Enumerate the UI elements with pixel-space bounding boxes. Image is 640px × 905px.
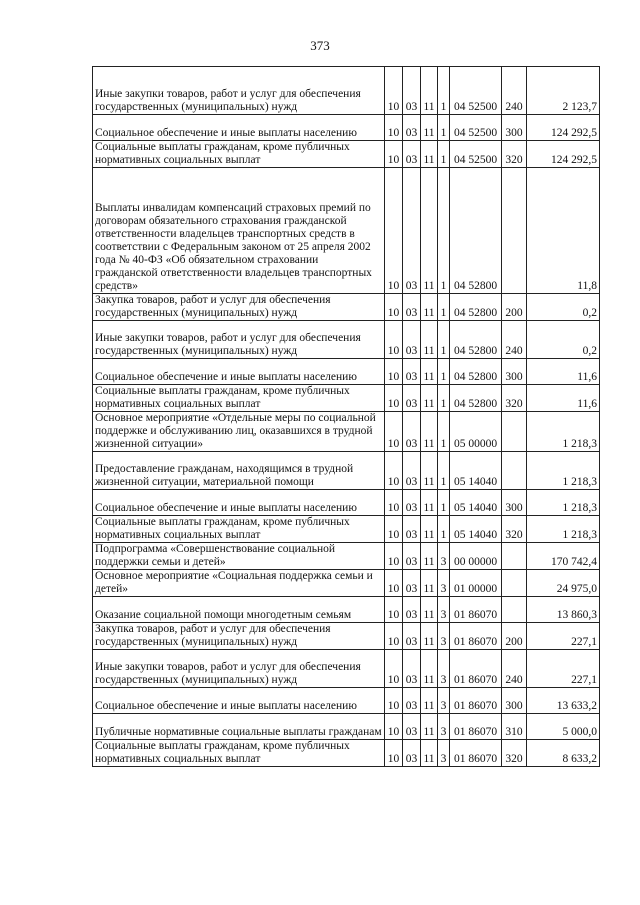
subsection-code: 03	[403, 115, 421, 141]
row-description: Закупка товаров, работ и услуг для обеспечения государственных (муниципальных) нужд	[93, 294, 385, 321]
section-code: 10	[385, 490, 403, 516]
row-description: Публичные нормативные социальные выплаты гражданам	[93, 714, 385, 740]
amount: 0,2	[527, 294, 600, 321]
subprogram-code: 3	[438, 688, 450, 714]
expense-type-code: 300	[502, 688, 527, 714]
amount: 24 975,0	[527, 570, 600, 597]
subsection-code: 03	[403, 141, 421, 168]
section-code: 10	[385, 597, 403, 623]
target-article-code: 05 14040	[450, 516, 502, 543]
expense-type-code	[502, 168, 527, 294]
section-code: 10	[385, 688, 403, 714]
subsection-code: 03	[403, 385, 421, 412]
program-code: 11	[421, 141, 438, 168]
expense-type-code: 300	[502, 359, 527, 385]
program-code: 11	[421, 115, 438, 141]
subsection-code: 03	[403, 714, 421, 740]
row-description: Закупка товаров, работ и услуг для обеспечения государственных (муниципальных) нужд	[93, 623, 385, 650]
program-code: 11	[421, 490, 438, 516]
table-row	[93, 385, 600, 412]
section-code: 10	[385, 570, 403, 597]
subsection-code: 03	[403, 570, 421, 597]
subprogram-code: 3	[438, 714, 450, 740]
subprogram-code: 1	[438, 294, 450, 321]
amount: 13 633,2	[527, 688, 600, 714]
table-row	[93, 650, 600, 688]
table-row	[93, 490, 600, 516]
subprogram-code: 3	[438, 597, 450, 623]
amount: 1 218,3	[527, 516, 600, 543]
expense-type-code: 200	[502, 623, 527, 650]
table-row	[93, 570, 600, 597]
amount: 2 123,7	[527, 67, 600, 115]
program-code: 11	[421, 623, 438, 650]
section-code: 10	[385, 650, 403, 688]
subprogram-code: 1	[438, 168, 450, 294]
program-code: 11	[421, 385, 438, 412]
table-row	[93, 412, 600, 452]
program-code: 11	[421, 740, 438, 767]
row-description: Социальные выплаты гражданам, кроме публичных нормативных социальных выплат	[93, 141, 385, 168]
subprogram-code: 1	[438, 141, 450, 168]
amount: 1 218,3	[527, 412, 600, 452]
program-code: 11	[421, 412, 438, 452]
row-description: Социальное обеспечение и иные выплаты населению	[93, 688, 385, 714]
section-code: 10	[385, 141, 403, 168]
subprogram-code: 1	[438, 359, 450, 385]
section-code: 10	[385, 115, 403, 141]
subsection-code: 03	[403, 294, 421, 321]
table-row	[93, 623, 600, 650]
table-body	[93, 67, 600, 767]
table-row	[93, 141, 600, 168]
row-description: Социальное обеспечение и иные выплаты населению	[93, 490, 385, 516]
subsection-code: 03	[403, 452, 421, 490]
subsection-code: 03	[403, 597, 421, 623]
amount: 0,2	[527, 321, 600, 359]
subsection-code: 03	[403, 650, 421, 688]
section-code: 10	[385, 452, 403, 490]
expense-type-code: 240	[502, 321, 527, 359]
expense-type-code	[502, 452, 527, 490]
amount: 8 633,2	[527, 740, 600, 767]
program-code: 11	[421, 168, 438, 294]
amount: 227,1	[527, 623, 600, 650]
table-row	[93, 294, 600, 321]
program-code: 11	[421, 688, 438, 714]
expense-type-code	[502, 570, 527, 597]
program-code: 11	[421, 321, 438, 359]
target-article-code: 04 52800	[450, 321, 502, 359]
target-article-code: 01 86070	[450, 650, 502, 688]
program-code: 11	[421, 650, 438, 688]
subprogram-code: 3	[438, 543, 450, 570]
table-row	[93, 321, 600, 359]
subprogram-code: 3	[438, 570, 450, 597]
target-article-code: 04 52500	[450, 141, 502, 168]
table-row	[93, 168, 600, 294]
subsection-code: 03	[403, 412, 421, 452]
row-description: Подпрограмма «Совершенствование социальной поддержки семьи и детей»	[93, 543, 385, 570]
subsection-code: 03	[403, 321, 421, 359]
target-article-code: 01 86070	[450, 597, 502, 623]
amount: 13 860,3	[527, 597, 600, 623]
subprogram-code: 1	[438, 321, 450, 359]
row-description: Основное мероприятие «Отдельные меры по социальной поддержке и обслуживанию лиц, оказавшихся в трудной жизненной ситуации»	[93, 412, 385, 452]
row-description: Выплаты инвалидам компенсаций страховых премий по договорам обязательного страхования гражданской ответственности владельцев транспортных средств в соответствии с Федеральным законом от 25 апреля 2002 года № 40-ФЗ «Об обязательном страховании гражданской ответственности владельцев транспортных средств»	[93, 168, 385, 294]
expense-type-code: 240	[502, 67, 527, 115]
section-code: 10	[385, 543, 403, 570]
expense-type-code: 320	[502, 516, 527, 543]
row-description: Социальное обеспечение и иные выплаты населению	[93, 359, 385, 385]
target-article-code: 04 52500	[450, 115, 502, 141]
expense-type-code	[502, 412, 527, 452]
table-row	[93, 740, 600, 767]
expense-type-code: 300	[502, 115, 527, 141]
subprogram-code: 1	[438, 452, 450, 490]
subsection-code: 03	[403, 67, 421, 115]
program-code: 11	[421, 714, 438, 740]
section-code: 10	[385, 294, 403, 321]
program-code: 11	[421, 570, 438, 597]
section-code: 10	[385, 67, 403, 115]
section-code: 10	[385, 412, 403, 452]
table-row	[93, 714, 600, 740]
table-row	[93, 516, 600, 543]
target-article-code: 01 86070	[450, 688, 502, 714]
amount: 170 742,4	[527, 543, 600, 570]
subsection-code: 03	[403, 740, 421, 767]
expense-type-code: 320	[502, 141, 527, 168]
row-description: Социальные выплаты гражданам, кроме публичных нормативных социальных выплат	[93, 740, 385, 767]
target-article-code: 01 86070	[450, 714, 502, 740]
table-row	[93, 688, 600, 714]
row-description: Основное мероприятие «Социальная поддержка семьи и детей»	[93, 570, 385, 597]
program-code: 11	[421, 67, 438, 115]
target-article-code: 01 86070	[450, 623, 502, 650]
amount: 124 292,5	[527, 141, 600, 168]
section-code: 10	[385, 516, 403, 543]
expense-type-code: 320	[502, 385, 527, 412]
target-article-code: 01 86070	[450, 740, 502, 767]
table-row	[93, 115, 600, 141]
target-article-code: 05 00000	[450, 412, 502, 452]
amount: 11,6	[527, 359, 600, 385]
row-description: Иные закупки товаров, работ и услуг для обеспечения государственных (муниципальных) нужд	[93, 650, 385, 688]
subprogram-code: 3	[438, 740, 450, 767]
subprogram-code: 1	[438, 385, 450, 412]
subprogram-code: 1	[438, 516, 450, 543]
expense-type-code: 320	[502, 740, 527, 767]
expense-type-code	[502, 597, 527, 623]
target-article-code: 04 52800	[450, 294, 502, 321]
budget-table	[92, 66, 600, 767]
program-code: 11	[421, 294, 438, 321]
amount: 227,1	[527, 650, 600, 688]
amount: 1 218,3	[527, 452, 600, 490]
expense-type-code: 310	[502, 714, 527, 740]
program-code: 11	[421, 597, 438, 623]
subsection-code: 03	[403, 168, 421, 294]
row-description: Иные закупки товаров, работ и услуг для обеспечения государственных (муниципальных) нужд	[93, 67, 385, 115]
table-row	[93, 67, 600, 115]
amount: 11,6	[527, 385, 600, 412]
subprogram-code: 1	[438, 67, 450, 115]
table-row	[93, 597, 600, 623]
subprogram-code: 1	[438, 412, 450, 452]
amount: 1 218,3	[527, 490, 600, 516]
amount: 5 000,0	[527, 714, 600, 740]
subsection-code: 03	[403, 359, 421, 385]
row-description: Социальные выплаты гражданам, кроме публичных нормативных социальных выплат	[93, 385, 385, 412]
subsection-code: 03	[403, 543, 421, 570]
subprogram-code: 1	[438, 490, 450, 516]
subprogram-code: 1	[438, 115, 450, 141]
section-code: 10	[385, 359, 403, 385]
expense-type-code: 240	[502, 650, 527, 688]
program-code: 11	[421, 359, 438, 385]
subsection-code: 03	[403, 516, 421, 543]
expense-type-code: 200	[502, 294, 527, 321]
target-article-code: 01 00000	[450, 570, 502, 597]
target-article-code: 04 52800	[450, 359, 502, 385]
program-code: 11	[421, 516, 438, 543]
section-code: 10	[385, 168, 403, 294]
table-row	[93, 359, 600, 385]
section-code: 10	[385, 623, 403, 650]
table-row	[93, 543, 600, 570]
section-code: 10	[385, 714, 403, 740]
target-article-code: 05 14040	[450, 452, 502, 490]
amount: 124 292,5	[527, 115, 600, 141]
table-row	[93, 452, 600, 490]
expense-type-code: 300	[502, 490, 527, 516]
subsection-code: 03	[403, 623, 421, 650]
row-description: Социальное обеспечение и иные выплаты населению	[93, 115, 385, 141]
subsection-code: 03	[403, 688, 421, 714]
subprogram-code: 3	[438, 623, 450, 650]
row-description: Предоставление гражданам, находящимся в трудной жизненной ситуации, материальной помощи	[93, 452, 385, 490]
section-code: 10	[385, 740, 403, 767]
section-code: 10	[385, 321, 403, 359]
row-description: Социальные выплаты гражданам, кроме публичных нормативных социальных выплат	[93, 516, 385, 543]
subsection-code: 03	[403, 490, 421, 516]
program-code: 11	[421, 452, 438, 490]
row-description: Иные закупки товаров, работ и услуг для обеспечения государственных (муниципальных) нужд	[93, 321, 385, 359]
expense-type-code	[502, 543, 527, 570]
row-description: Оказание социальной помощи многодетным семьям	[93, 597, 385, 623]
section-code: 10	[385, 385, 403, 412]
target-article-code: 04 52800	[450, 385, 502, 412]
program-code: 11	[421, 543, 438, 570]
target-article-code: 04 52800	[450, 168, 502, 294]
amount: 11,8	[527, 168, 600, 294]
target-article-code: 05 14040	[450, 490, 502, 516]
subprogram-code: 3	[438, 650, 450, 688]
page-number: 373	[310, 38, 330, 53]
target-article-code: 04 52500	[450, 67, 502, 115]
target-article-code: 00 00000	[450, 543, 502, 570]
